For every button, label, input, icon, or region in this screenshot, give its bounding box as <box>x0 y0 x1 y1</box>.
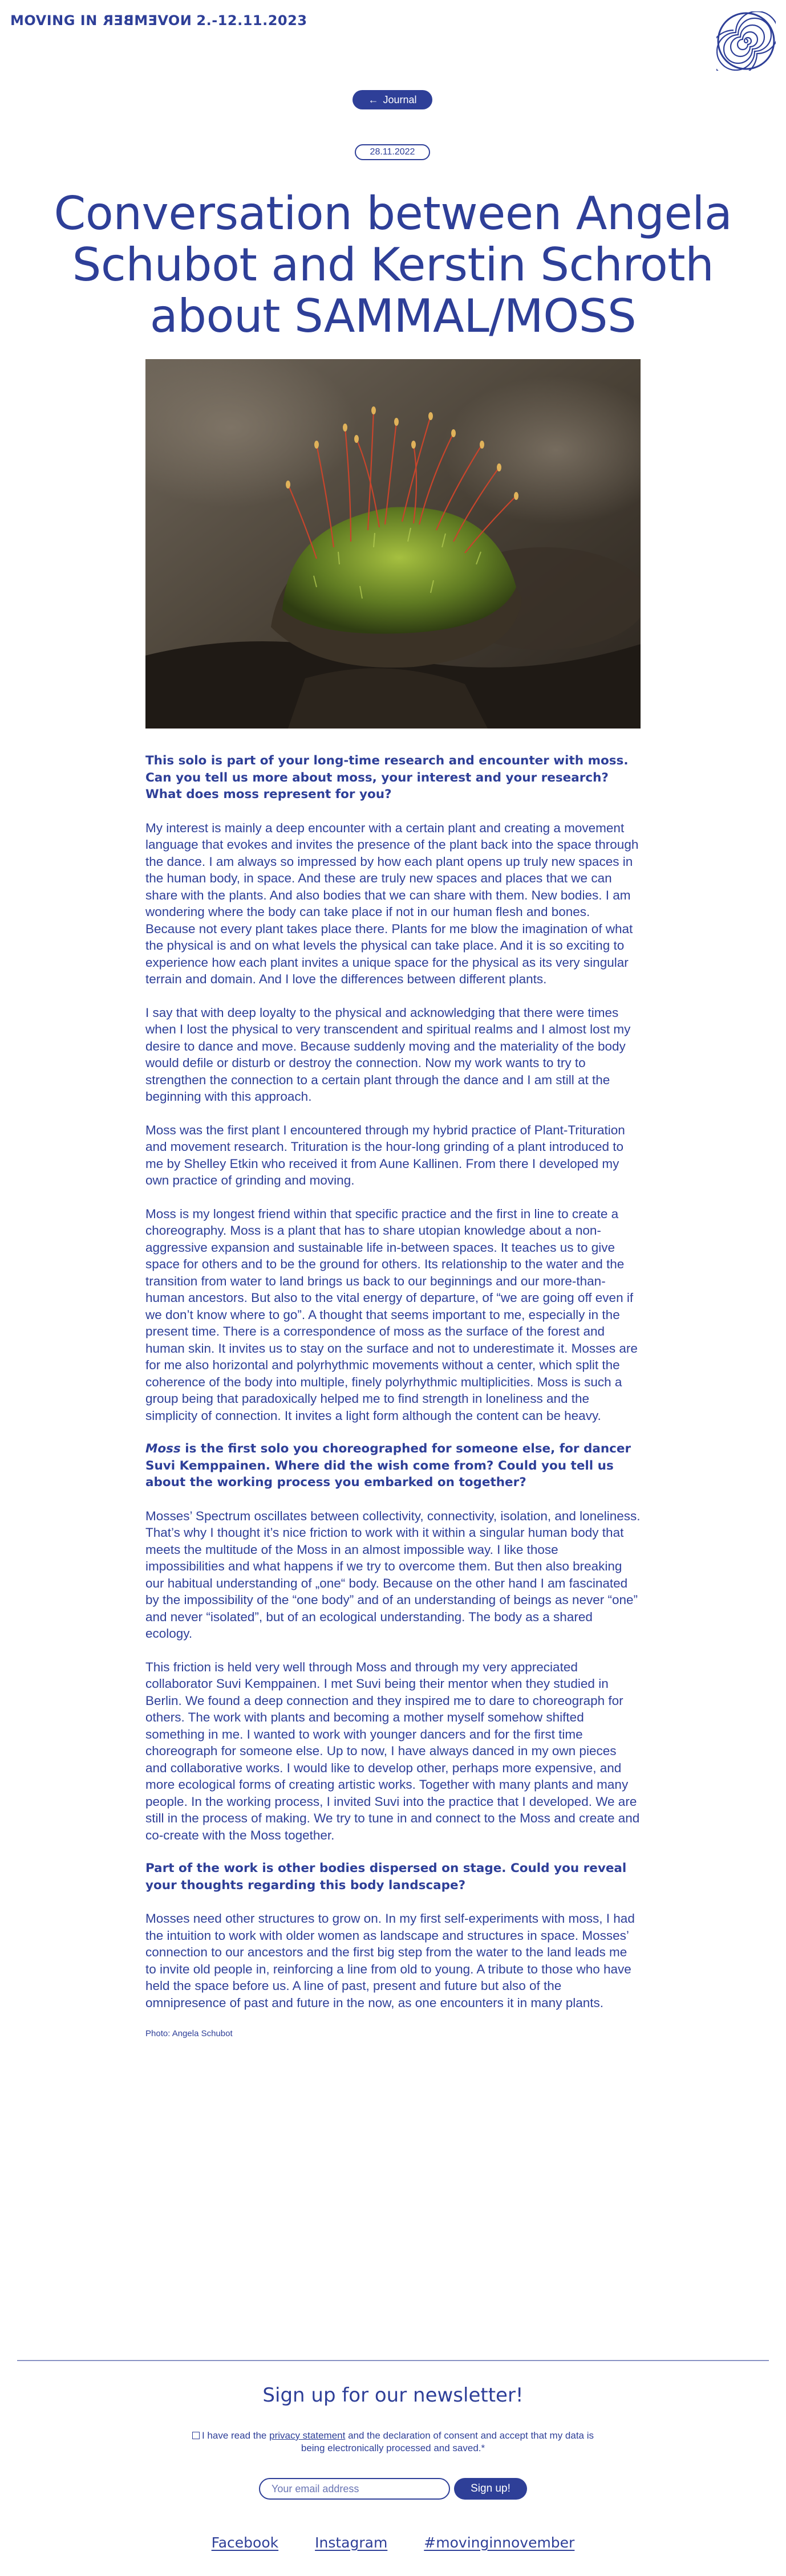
facebook-link[interactable]: Facebook <box>211 2534 279 2551</box>
answer-1-paragraph: I say that with deep loyalty to the physical and acknowledging that there were times when I lost the physical to very transcendent and spiritual realms and I almost lost my desire to dance and move. Because suddenly moving and the materiality of the body would defile or disturb or destroy the connection. Now my work wants to try to strengthen the connection to a certain plant through the dance and I am still at the beginning with this approach. <box>145 1005 631 1104</box>
journal-label: Journal <box>383 93 417 105</box>
site-title-part1: MOVING IN <box>10 13 98 29</box>
arrow-left-icon: ← <box>368 93 379 105</box>
photo-credit: Photo: Angela Schubot <box>145 2029 233 2038</box>
hashtag-link[interactable]: #movinginnovember <box>424 2534 575 2551</box>
question-1: This solo is part of your long-time research and encounter with moss. Can you tell us more about moss, your interest and your research? What does moss represent for you? <box>145 754 629 801</box>
signup-button[interactable]: Sign up! <box>454 2478 527 2500</box>
answer-2-paragraph: This friction is held very well through Moss and through my very appreciated collaborator Suvi Kemppainen. I met Suvi being their mentor when they studied in Berlin. We found a deep connection and they inspired me to dare to choreograph for others. The work with plants and becoming a mother myself somehow shifted something in me. I wanted to work with younger dancers and for the first time choreograph for someone else. Up to now, I have always danced in my own pieces and collaborative works. I would like to develop other, perhaps more expensive, and more ecological forms of creating artistic works. Together with many plants and many people. In the working process, I invited Suvi into the practice that I developed. We are still in the process of making. We try to tune in and connect to the Moss and create and co-create with the Moss together. <box>145 1659 640 1842</box>
newsletter-heading: Sign up for our newsletter! <box>262 2384 524 2407</box>
answer-1-paragraph: My interest is mainly a deep encounter with a certain plant and creating a movement language that evokes and invites the presence of the plant back into the space through the dance. I am always so impressed by how each plant opens up truly new spaces in the human body, in space. And these are truly new spaces and places that we can share with the plants. And also bodies that we can share with them. New bodies. I am wondering where the body can take place if not in our human flesh and bones. Because not every plant takes place there. Plants for me blow the imagination of what the physical is and on what levels the physical can take place. And it is so exciting to experience how each plant invites a unique space for the physical as its very singular terrain and domain. And I love the differences between different plants. <box>145 820 639 986</box>
consent-text-post: and the declaration of consent and accept that my data is being electronically processed and saved.* <box>301 2430 594 2453</box>
article-body <box>145 752 641 2056</box>
consent-checkbox[interactable] <box>192 2432 200 2439</box>
question-2 <box>145 1440 641 1491</box>
journal-back-button[interactable] <box>353 90 432 109</box>
instagram-link[interactable]: Instagram <box>315 2534 388 2551</box>
post-date: 28.11.2022 <box>355 144 430 160</box>
privacy-statement-link[interactable]: privacy statement <box>269 2430 346 2441</box>
consent-text-pre: I have read the <box>201 2430 270 2441</box>
answer-1-paragraph: Moss was the first plant I encountered through my hybrid practice of Plant-Trituration and movement research. Trituration is the hour-long grinding of a plant introduced to me by Shelley Etkin who received it from Aune Kallinen. From there I developed my own practice of grinding and moving. <box>145 1122 625 1187</box>
article-photo <box>145 359 641 729</box>
question-2-text: is the first solo you choreographed for someone else, for dancer Suvi Kemppainen. Where did the wish come from? Could you tell us about the working process you embarked on together? <box>145 1442 631 1490</box>
site-title-dates: 2.-12.11.2023 <box>196 13 307 29</box>
newsletter-consent[interactable] <box>188 2430 598 2455</box>
spiral-icon[interactable] <box>716 11 776 71</box>
footer-links <box>0 2534 786 2551</box>
site-title-mirrored: NOVEMBER <box>102 13 192 29</box>
answer-1-paragraph: Moss is my longest friend within that specific practice and the first in line to create a choreography. Moss is a plant that has to share utopian knowledge about a non-aggressive expansion and sustainable life in-between spaces. It teaches us to give space for others and to be the ground for others. Its relationship to the water and the transition from water to land brings us back to our beginnings and our more-than-human ancestors. But also to the vital energy of departure, of “we are going off even if we don’t know where to go”. A thought that seems important to me, especially in the present time. There is a correspondence of moss as the surface of the forest and human skin. It invites us to stay on the surface and not to underestimate it. Mosses are for me also horizontal and polyrhythmic movements without a center, which split the coherence of the body into multiple, finely polyrhythmic multiplicities. Moss is such a group being that paradoxically helped me to find strength in loneliness and the simplicity of connection. It invites a light form although the content can be heavy. <box>145 1206 638 1423</box>
question-2-italic: Moss <box>145 1442 181 1456</box>
page-title: Conversation between Angela Schubot and Kerstin Schroth about SAMMAL/MOSS <box>54 187 732 343</box>
footer-divider <box>17 2360 769 2361</box>
answer-3-paragraph: Mosses need other structures to grow on. In my first self-experiments with moss, I had the intuition to work with older women as landscape and structures in space. Mosses’ connection to our ancestors and the first big step from the water to the land leads me to invite old people in, reinforcing a line from old to young. A tribute to those who have held the space before us. A line of past, present and future but also of the omnipresence of past and future in the now, as one encounters it in many plants. <box>145 1911 635 2010</box>
question-3: Part of the work is other bodies dispersed on stage. Could you reveal your thoughts regarding this body landscape? <box>145 1861 627 1893</box>
answer-2-paragraph: Mosses’ Spectrum oscillates between collectivity, connectivity, isolation, and loneliness. That’s why I thought it’s nice friction to work with it within a singular human body that meets the multitude of the Moss in an almost impossible way. I like those impossibilities and what happens if we try to overcome them. But then also breaking our habitual understanding of „one“ body. Because on the other hand I am fascinated by the impossibility of the “one body” and of an understanding of beings as never “one” and never “isolated”, but of an ecological understanding. The body as a shared ecology. <box>145 1508 641 1641</box>
email-input[interactable] <box>259 2478 450 2500</box>
site-title[interactable] <box>10 13 307 29</box>
